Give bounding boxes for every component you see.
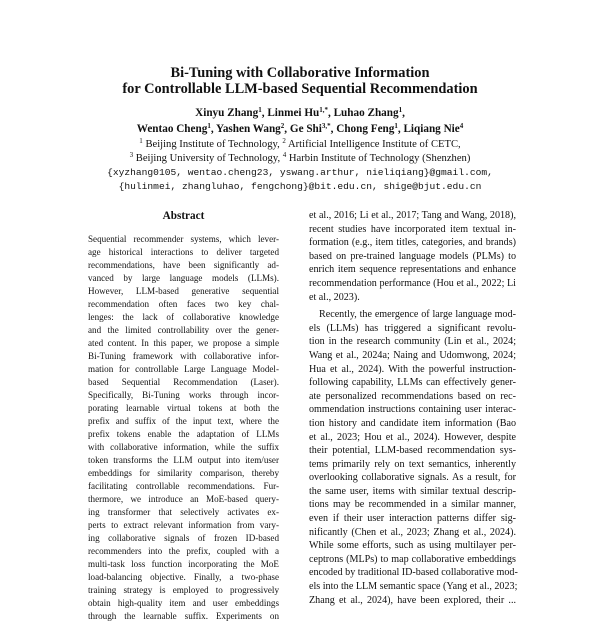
body-line: nificantly (Chen et al., 2023; Zhang et al., 2024). [309,526,516,538]
body-line: et al., 2023; Hou et al., 2024). However, despite [309,431,516,443]
body-line: recommendation performance (Hou et al., 2022; Li [309,277,516,289]
author-mark: 4 [459,122,464,130]
body-line: While some efforts, such as using multilayer per- [309,540,516,552]
affiliation-mark: 4 [282,151,287,159]
body-line: encoded by traditional ID-based collaborative mod- [309,567,518,579]
affiliation-line-1 [0,139,600,151]
abstract-body [88,233,279,621]
abstract-line: mation for controllable Large Language Model- [88,364,279,374]
body-line: ommendation instructions containing user interac- [309,404,516,416]
body-line: tion in the research community (Lin et al., 2024; [309,336,516,348]
abstract-line: training strategy is employed to progressively [88,585,279,595]
author-mark: 1 [394,122,398,130]
abstract-line: Specifically, Bi-Tuning works through incor- [88,390,279,400]
affiliation-text: Beijing Institute of Technology, [145,139,283,150]
abstract-line: prefix and suffix of the input text, where the [88,416,279,426]
affiliation-mark: 3 [129,151,134,159]
body-line: based on pre-trained language models (PLMs) to [309,250,516,262]
body-line: els (LLMs) has triggered a significant revolu- [309,322,516,334]
body-line: tems primarily rely on text semantics, inherently [309,458,516,470]
body-line: overlooking collaborative signals. As a result, for [309,472,516,484]
affiliation-line-2 [0,153,600,165]
author-mark: 1,* [319,106,328,114]
author-line-1: Xinyu Zhang$^1$, Linmei $Hu^{1,*}$, Luhao Zhang$^1$, [195,106,405,119]
author-name: Linmei Hu [267,107,320,119]
body-line: recent studies have incorporated item textual in- [309,223,516,235]
abstract-line: However, LLM-based generative sequential [88,286,279,296]
abstract-line: recommendation often faces two key chal- [88,299,279,309]
abstract-line: based Sequential Recommendation (Laser). [88,377,279,387]
abstract-line: embeddings for similarity comparison, thereby [88,468,279,478]
body-line: enrich item sequence representations and enhance [309,264,516,276]
body-line: even if their user interaction patterns differ sig- [309,513,516,525]
body-line: Zhang et al., 2024), have been explored, their ... [309,594,516,606]
author-name: Liqiang Nie [403,123,460,135]
abstract-line: perts to extract relevant information from vary- [88,520,279,530]
abstract-line: through the learnable suffix. Experiments on [88,611,279,621]
body-line: Hua et al., 2024). With the powerful instruction- [309,363,516,375]
body-line: et al., 2016; Li et al., 2017; Tang and Wang, 2018), [309,210,516,221]
affiliation-mark: 2 [282,137,286,145]
abstract-line: multi-task loss function incorporating the MoE [88,559,279,569]
author-mark: 1 [398,106,403,114]
affiliation-text: Beijing University of Technology, [135,153,283,164]
author-name: Luhao Zhang [333,107,399,119]
body-line: their potential, LLM-based recommendation sys- [309,445,516,457]
author-line-2: Wentao Cheng$^1$, Yashen Wang$^2$, Ge Shi$^{3,*}$, Chong Feng$^1$, Liqiang Nie$^4$ [136,122,464,135]
author-mark: 1 [207,122,211,130]
abstract-line: obtain high-quality item and user embeddings [88,598,279,608]
abstract-line: with collaborative information, while the suffix [88,442,279,452]
author-name: Yashen Wang [216,123,281,135]
paper-title-line-1: Bi-Tuning with Collaborative Information [170,65,430,81]
abstract-line: recommenders into the prefix, coupled with a [88,546,279,556]
body-line: ceptrons (MLPs) to map collaborative embeddings [309,553,516,565]
paper-title-line-2: for Controllable LLM-based Sequential Recommendation [122,81,478,97]
body-line: following capability, LLMs can effectively gener- [309,377,516,389]
body-line: ate personalized recommendations based on rec- [309,390,516,402]
abstract-line: lenges: the lack of collaborative knowledge [88,312,279,322]
body-line: the same user, items with similar textual descrip- [309,485,516,497]
author-mark: 1 [258,106,262,114]
author-mark: 3,* [321,122,331,130]
affiliation-mark: 1 [139,137,143,145]
body-line: tion history and candidate item information (Bao [309,417,516,429]
abstract-line: load-balancing objective. Finally, a two-phase [88,572,279,582]
body-line: et al., 2023). [309,291,360,303]
abstract-line: Bi-Tuning framework with collaborative infor- [88,351,279,361]
introduction-column [309,209,518,606]
abstract-line: porating learnable virtual tokens at both the [88,403,279,413]
abstract-line: recommendations, have been significantly ad- [88,260,279,270]
body-line: Wang et al., 2024a; Naing and Udomwong, 2024; [309,349,516,361]
author-name: Ge Shi [289,123,322,135]
abstract-line: thermore, we introduce an MoE-based query- [88,494,279,504]
body-line: formation (e.g., item titles, categories, and brands) [309,237,516,249]
body-line: els into the LLM semantic space (Yang et al., 2023; [309,581,518,593]
abstract-heading: Abstract [162,210,205,222]
abstract-line: prefix tokens enable the adaptation of LLMs [88,429,279,439]
abstract-line: age historical interactions to deliver targeted [88,247,279,257]
abstract-line: ing collaborative signals of frozen ID-based [88,533,279,543]
affiliation-text: Harbin Institute of Technology (Shenzhen) [288,153,471,164]
email-line-2: {hulinmei, zhangluhao, fengchong}@bit.edu.cn, shige@bjut.edu.cn [118,181,482,192]
author-name: Xinyu Zhang [195,107,259,119]
abstract-line: Sequential recommender systems, which lever- [88,234,279,244]
body-line: tions may be recommended in a similar manner, [309,499,516,511]
affiliation-text: Artificial Intelligence Institute of CETC, [288,139,461,150]
author-name: Chong Feng [336,123,395,135]
abstract-line: and the limited controllability over the gener- [88,325,279,335]
abstract-line: ated content. In this paper, we propose a simple [88,338,279,348]
author-name: Wentao Cheng [136,123,208,135]
abstract-line: ing transformer that selectively activates ex- [88,507,279,517]
abstract-line: facilitating controllable recommendations. Fur- [88,481,279,491]
email-line-1: {xyzhang0105, wentao.cheng23, yswang.arthur, nieliqiang}@gmail.com, [107,167,493,178]
abstract-line: vanced by large language models (LLMs). [88,273,279,283]
author-mark: 2 [280,122,285,130]
abstract-line: token transforms the LLM output into item/user [88,455,279,465]
body-line: Recently, the emergence of large language mod- [319,309,516,321]
